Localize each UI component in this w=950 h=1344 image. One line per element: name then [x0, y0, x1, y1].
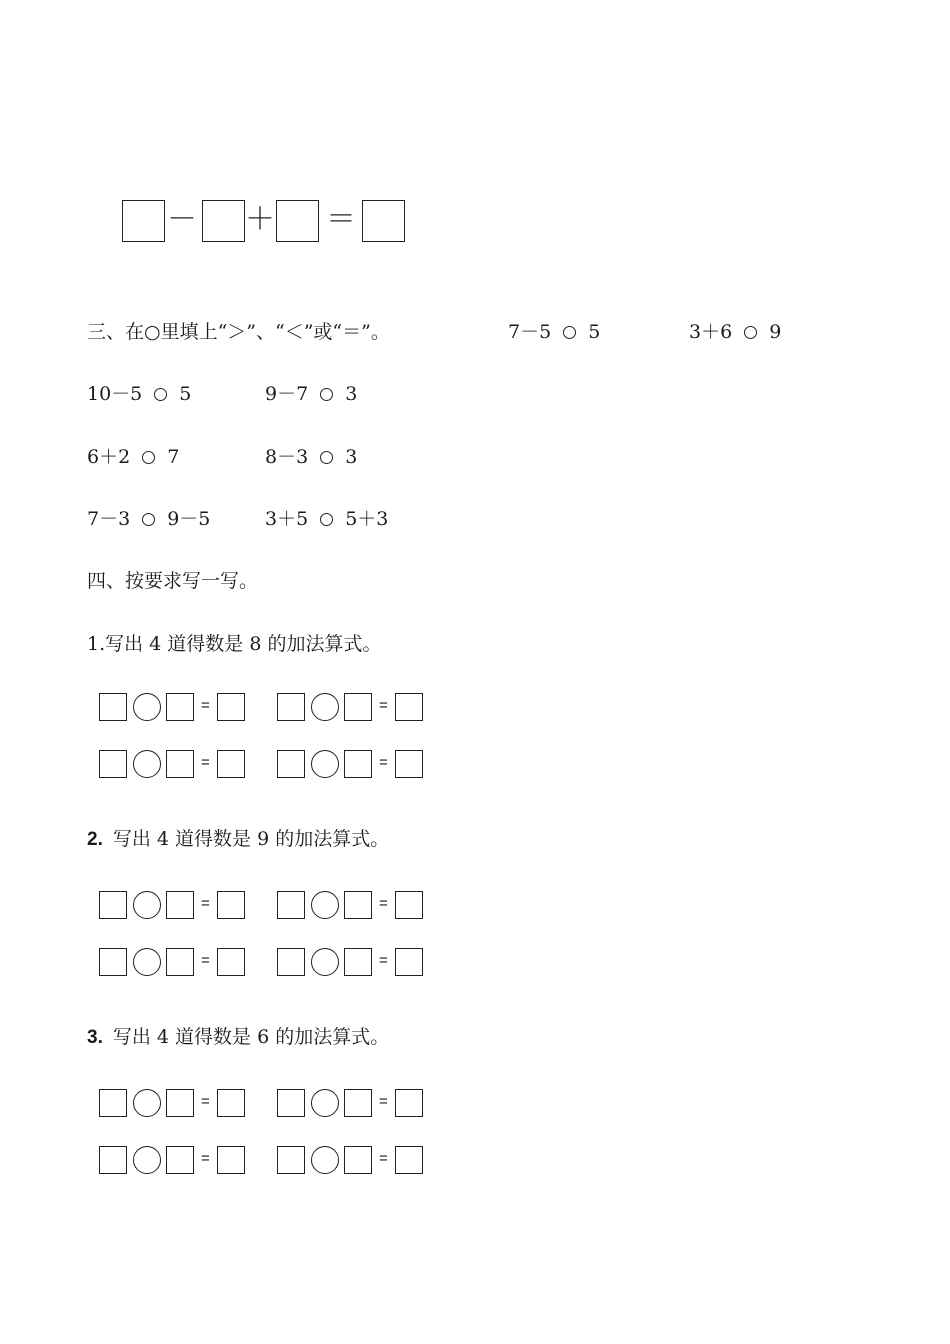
- compare-right: 5＋3: [345, 508, 389, 530]
- equals-sign: =: [379, 952, 388, 969]
- compare-left: 3＋5: [265, 508, 309, 530]
- sum-box[interactable]: [395, 750, 423, 778]
- compare-item: [87, 510, 210, 529]
- sum-box[interactable]: [395, 1146, 423, 1174]
- addend-box[interactable]: [344, 750, 372, 778]
- question-text: 写出 4 道得数是 8 的加法算式。: [105, 633, 382, 655]
- compare-circle[interactable]: [320, 513, 333, 526]
- compare-right: 9: [769, 321, 782, 343]
- addend-box[interactable]: [277, 750, 305, 778]
- compare-circle[interactable]: [142, 451, 155, 464]
- compare-right: 5: [179, 383, 192, 405]
- operator-circle[interactable]: [133, 948, 161, 976]
- addend-box[interactable]: [166, 750, 194, 778]
- compare-item: [87, 385, 191, 404]
- compare-right: 9－5: [167, 508, 211, 530]
- addend-box[interactable]: [344, 693, 372, 721]
- sum-box[interactable]: [217, 948, 245, 976]
- answer-box-2[interactable]: [202, 200, 245, 242]
- addition-equation-template: [277, 750, 427, 780]
- question-2: [87, 830, 389, 849]
- addition-equation-template: [99, 891, 249, 921]
- operator-circle[interactable]: [133, 693, 161, 721]
- answer-box-1[interactable]: [122, 200, 165, 242]
- addition-equation-template: [277, 1089, 427, 1119]
- operator-circle[interactable]: [133, 1089, 161, 1117]
- compare-right: 5: [588, 321, 601, 343]
- addition-equation-template: [99, 1146, 249, 1176]
- addend-box[interactable]: [277, 1089, 305, 1117]
- addend-box[interactable]: [344, 1089, 372, 1117]
- sum-box[interactable]: [217, 693, 245, 721]
- addend-box[interactable]: [166, 948, 194, 976]
- compare-left: 7－3: [87, 508, 131, 530]
- addend-box[interactable]: [99, 891, 127, 919]
- equals-sign: =: [201, 697, 210, 714]
- addition-equation-template: [99, 693, 249, 723]
- sum-box[interactable]: [395, 948, 423, 976]
- equals-sign: =: [379, 895, 388, 912]
- operator-circle[interactable]: [311, 693, 339, 721]
- compare-circle[interactable]: [744, 326, 757, 339]
- addend-box[interactable]: [344, 891, 372, 919]
- minus-sign: －: [167, 202, 197, 237]
- section4-heading: 四、按要求写一写。: [87, 570, 259, 592]
- equals-sign: =: [201, 895, 210, 912]
- question-number: 1.: [87, 633, 106, 655]
- compare-circle[interactable]: [320, 388, 333, 401]
- compare-circle[interactable]: [563, 326, 576, 339]
- addition-equation-template: [277, 891, 427, 921]
- compare-left: 3＋6: [689, 321, 733, 343]
- compare-item: [265, 448, 357, 467]
- addend-box[interactable]: [99, 948, 127, 976]
- addend-box[interactable]: [166, 693, 194, 721]
- sum-box[interactable]: [217, 891, 245, 919]
- compare-circle[interactable]: [320, 451, 333, 464]
- sum-box[interactable]: [395, 1089, 423, 1117]
- compare-left: 8－3: [265, 446, 309, 468]
- equals-sign: =: [379, 697, 388, 714]
- addition-equation-template: [99, 948, 249, 978]
- equals-sign: =: [379, 754, 388, 771]
- addend-box[interactable]: [99, 750, 127, 778]
- sum-box[interactable]: [395, 891, 423, 919]
- equals-sign: =: [201, 952, 210, 969]
- question-1: [87, 635, 381, 654]
- equals-sign: =: [379, 1150, 388, 1167]
- compare-item: [689, 323, 781, 342]
- addend-box[interactable]: [277, 693, 305, 721]
- addend-box[interactable]: [344, 1146, 372, 1174]
- question-number: 3.: [87, 1027, 103, 1048]
- compare-left: 9－7: [265, 383, 309, 405]
- addend-box[interactable]: [277, 948, 305, 976]
- addend-box[interactable]: [277, 891, 305, 919]
- operator-circle[interactable]: [133, 891, 161, 919]
- addend-box[interactable]: [166, 1146, 194, 1174]
- operator-circle[interactable]: [311, 750, 339, 778]
- question-text: 写出 4 道得数是 9 的加法算式。: [112, 828, 390, 850]
- operator-circle[interactable]: [311, 1089, 339, 1117]
- operator-circle[interactable]: [133, 750, 161, 778]
- compare-item: [265, 510, 388, 529]
- sum-box[interactable]: [217, 750, 245, 778]
- operator-circle[interactable]: [311, 891, 339, 919]
- addition-equation-template: [277, 693, 427, 723]
- addend-box[interactable]: [166, 1089, 194, 1117]
- plus-sign: ＋: [245, 202, 275, 237]
- section3-heading: 三、在○里填上“＞”、“＜”或“＝”。: [87, 321, 390, 343]
- addend-box[interactable]: [99, 1146, 127, 1174]
- equals-sign: ＝: [326, 202, 356, 237]
- addition-equation-template: [277, 1146, 427, 1176]
- addition-equation-template: [99, 750, 249, 780]
- answer-box-3[interactable]: [276, 200, 319, 242]
- compare-left: 10－5: [87, 383, 143, 405]
- compare-item: [508, 323, 600, 342]
- compare-item: [87, 448, 179, 467]
- addend-box[interactable]: [277, 1146, 305, 1174]
- question-3: [87, 1028, 389, 1047]
- compare-right: 3: [345, 446, 358, 468]
- equals-sign: =: [201, 1150, 210, 1167]
- compare-left: 7－5: [508, 321, 552, 343]
- equals-sign: =: [379, 1093, 388, 1110]
- compare-right: 7: [167, 446, 180, 468]
- addend-box[interactable]: [99, 1089, 127, 1117]
- operator-circle[interactable]: [311, 1146, 339, 1174]
- addend-box[interactable]: [99, 693, 127, 721]
- equals-sign: =: [201, 1093, 210, 1110]
- addend-box[interactable]: [344, 948, 372, 976]
- question-number: 2.: [87, 829, 103, 850]
- addend-box[interactable]: [166, 891, 194, 919]
- sum-box[interactable]: [217, 1146, 245, 1174]
- compare-right: 3: [345, 383, 358, 405]
- compare-item: [265, 385, 357, 404]
- operator-circle[interactable]: [311, 948, 339, 976]
- sum-box[interactable]: [217, 1089, 245, 1117]
- addition-equation-template: [277, 948, 427, 978]
- addition-equation-template: [99, 1089, 249, 1119]
- equals-sign: =: [201, 754, 210, 771]
- compare-circle[interactable]: [154, 388, 167, 401]
- question-text: 写出 4 道得数是 6 的加法算式。: [112, 1026, 390, 1048]
- compare-left: 6＋2: [87, 446, 131, 468]
- sum-box[interactable]: [395, 693, 423, 721]
- compare-circle[interactable]: [142, 513, 155, 526]
- answer-box-4[interactable]: [362, 200, 405, 242]
- operator-circle[interactable]: [133, 1146, 161, 1174]
